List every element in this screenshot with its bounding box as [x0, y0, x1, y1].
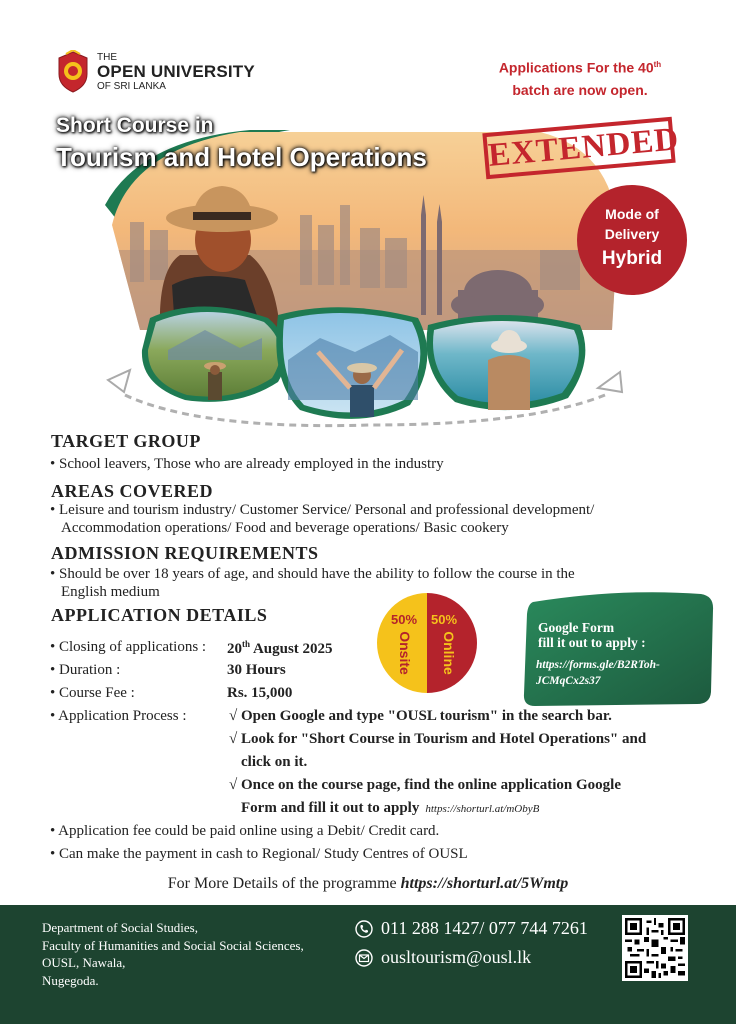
- duration-value: 30 Hours: [227, 662, 286, 678]
- onsite-label: Onsite: [396, 631, 413, 675]
- phone-icon: [355, 920, 373, 938]
- phone-numbers: 011 288 1427/ 077 744 7261: [381, 918, 588, 938]
- more-details-line: For More Details of the programme https://shorturl.at/5Wmtp: [167, 875, 569, 892]
- mail-icon: [355, 949, 373, 967]
- google-form-url[interactable]: https://forms.gle/B2RToh- JCMqCx2s37: [536, 659, 660, 687]
- admission-line1: • Should be over 18 years of age, and should have the ability to follow the course in the: [50, 566, 575, 582]
- footer: [0, 905, 736, 1024]
- closing-value: 20th August 2025: [227, 639, 333, 657]
- duration-label: • Duration :: [50, 662, 121, 678]
- applications-sup: th: [653, 60, 662, 69]
- course-title-line2: Tourism and Hotel Operations: [56, 142, 427, 172]
- fee-label: • Course Fee :: [50, 685, 135, 701]
- online-percent: 50%: [431, 612, 458, 627]
- uni-the: THE: [97, 52, 117, 63]
- uni-name: OPEN UNIVERSITY: [97, 62, 255, 81]
- qr-code[interactable]: [622, 915, 688, 981]
- duration-row: [50, 662, 286, 679]
- fee-value: Rs. 15,000: [227, 685, 293, 701]
- google-form-text: Google Form fill it out to apply :: [538, 620, 646, 650]
- target-group-heading: TARGET GROUP: [51, 431, 201, 451]
- process-step-2b: click on it.: [241, 754, 308, 770]
- process-label: • Application Process :: [50, 708, 187, 724]
- process-step-2a: √ Look for "Short Course in Tourism and Hotel Operations" and: [229, 731, 647, 747]
- fee-cash-text: • Can make the payment in cash to Regional/ Study Centres of OUSL: [50, 846, 468, 862]
- target-group-text: • School leavers, Those who are already employed in the industry: [50, 456, 444, 472]
- admission-heading: ADMISSION REQUIREMENTS: [51, 543, 319, 563]
- applications-line2: batch are now open.: [512, 81, 648, 98]
- applications-line1: Applications For the 40: [498, 59, 654, 76]
- process-step-1: √ Open Google and type "OUSL tourism" in the search bar.: [229, 708, 612, 724]
- application-shorturl-link[interactable]: https://shorturl.at/mObyB: [425, 803, 540, 815]
- closing-label: • Closing of applications :: [50, 639, 207, 655]
- mode-line1: Mode of: [605, 206, 659, 222]
- uni-subtitle: OF SRI LANKA: [97, 81, 166, 92]
- process-step-3b: Form and fill it out to apply https://shorturl.at/mObyB: [241, 800, 540, 816]
- delivery-split-pie: [376, 592, 478, 694]
- admission-line2: English medium: [61, 584, 160, 600]
- mode-line2: Delivery: [604, 226, 660, 242]
- closing-row: [50, 639, 333, 657]
- areas-covered-line2: Accommodation operations/ Food and beverage operations/ Basic cookery: [61, 520, 509, 536]
- footer-address: Department of Social Studies, Faculty of Humanities and Social Social Sciences, OUSL, Nawala, Nugegoda.: [42, 920, 304, 988]
- areas-covered-line1: • Leisure and tourism industry/ Customer Service/ Personal and professional development/: [50, 502, 595, 518]
- fee-online-text: • Application fee could be paid online using a Debit/ Credit card.: [50, 823, 440, 839]
- online-label: Online: [440, 631, 457, 675]
- extended-stamp: EXTENDED: [482, 117, 675, 179]
- fee-row: [50, 685, 293, 702]
- footer-phone: [355, 918, 588, 939]
- mode-line3: Hybrid: [601, 248, 663, 269]
- process-step-3a: √ Once on the course page, find the online application Google: [229, 777, 621, 793]
- application-heading: APPLICATION DETAILS: [51, 605, 268, 625]
- course-title-line1: Short Course in: [56, 114, 214, 137]
- areas-covered-heading: AREAS COVERED: [51, 481, 214, 501]
- mode-of-delivery-badge: [577, 185, 687, 295]
- more-details-link[interactable]: https://shorturl.at/5Wmtp: [400, 875, 569, 892]
- process-row: [50, 708, 226, 725]
- email-address[interactable]: ousltourism@ousl.lk: [381, 947, 532, 967]
- onsite-percent: 50%: [391, 612, 418, 627]
- footer-email: [355, 947, 531, 968]
